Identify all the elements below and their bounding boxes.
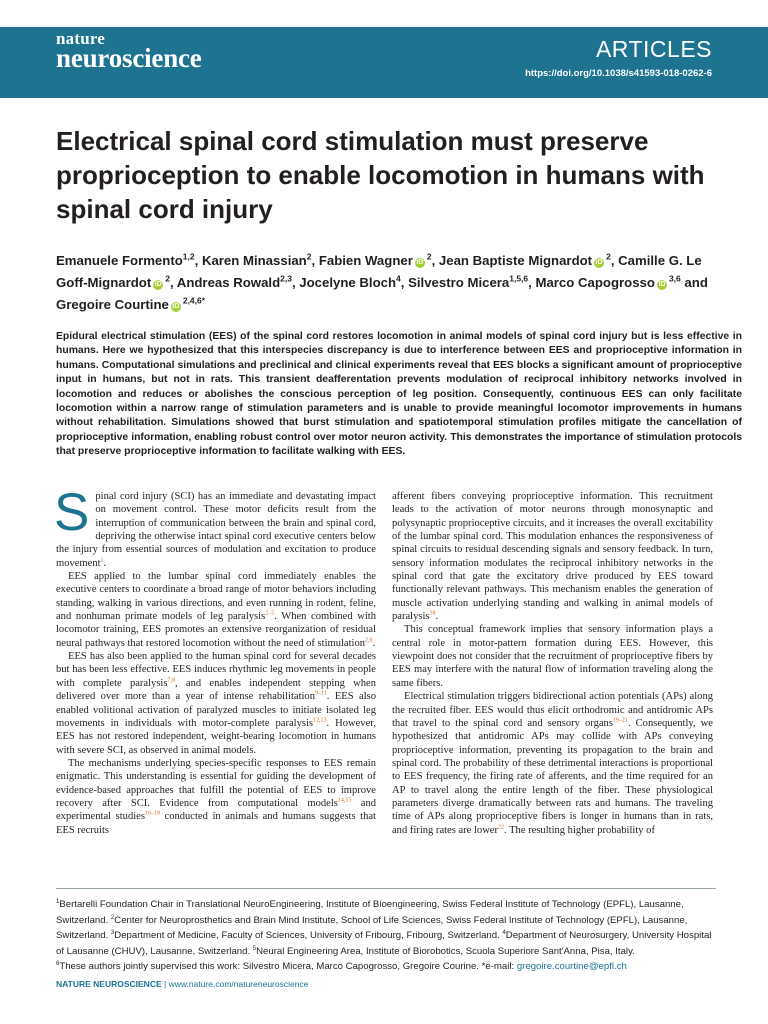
author-name: Silvestro Micera [408, 275, 510, 290]
footer-journal-url[interactable]: www.nature.com/natureneuroscience [168, 979, 309, 989]
author-affiliation: 2 [426, 251, 432, 262]
citation-link[interactable]: 9–11 [314, 690, 327, 697]
affiliation-number: 5 [252, 945, 257, 952]
article-title: Electrical spinal cord stimulation must preserve proprioception to enable locomotion in humans with spinal cord injury [56, 126, 705, 224]
orcid-icon[interactable]: iD [595, 259, 603, 266]
footnote-paragraph: $^1$Bertarelli Foundation Chair in Translational NeuroEngineering, Institute of Bioengineering, Swiss Federal Institute of Technology (EPFL), Lausanne, Switzerland. $^2$Center for Neuroprosthetics and Brain Mind Institute, School of Life Sciences, Swiss Federal Institute of Technology (EPFL), Lausanne, Switzerland. $^3$Department of Medicine, Faculty of Sciences, University of Fribourg, Fribourg, Switzerland. $^4$Department of Neurosurgery, University Hospital of Lausanne (CHUV), Lausanne, Switzerland. $^5$Neural Engineering Area, Institute of Biorobotics, Scuola Superiore Sant'Anna, Pisa, Italy. [56, 898, 712, 957]
citation-link[interactable]: 16–18 [144, 810, 160, 817]
author-affiliation: 4 [396, 273, 401, 284]
paragraph: EES has also been applied to the human spinal cord for several decades but has been less effective. EES induces rhythmic leg movements in people with complete paralysis$^{7,8}$, and enables independent stepping when delivered over more than a year of intense rehabilitation$^{9-11}$. EES also enabled volitional activation of paralyzed muscles to initiate isolated leg movements in individuals with motor-complete paralysis$^{12,13}$. However, EES has not restored independent, weight-bearing locomotion in humans with severe SCI, as observed in animal models. [56, 651, 377, 756]
citation-link[interactable]: 2–5 [265, 610, 275, 617]
affiliation-number: 3 [110, 930, 115, 936]
author-name: Karen Minassian [201, 253, 307, 268]
section-label: ARTICLES [595, 36, 712, 62]
author-name: Marco Capogrosso [535, 275, 655, 290]
affiliation-number: 4 [502, 930, 506, 936]
author-affiliation: 3,6 [668, 273, 681, 284]
author-name: Gregoire Courtine [56, 297, 169, 312]
body-column-right [392, 490, 713, 837]
citation-link[interactable]: 14,15 [337, 797, 352, 804]
journal-header [0, 27, 768, 98]
paragraph: The mechanisms underlying species-specific responses to EES remain enigmatic. This understanding is essential for guiding the development of evidence-based approaches that fulfill the potential of EES to improve recovery after SCI. Evidence from computational models$^{14,15}$ and experimental studies$^{16-18}$ conducted in animals and humans suggests that EES recruits [56, 757, 376, 836]
affiliation-number: 6 [56, 961, 60, 968]
author-affiliation: 1,5,6 [509, 273, 529, 284]
orcid-icon[interactable]: iD [154, 281, 162, 288]
author-name: Andreas Rowald [176, 275, 281, 290]
citation-link[interactable]: 7,8 [167, 677, 175, 684]
citation-link[interactable]: 19–21 [612, 717, 628, 724]
orcid-icon[interactable]: iD [416, 259, 424, 266]
journal-logo[interactable] [56, 30, 202, 72]
author-name: Jean Baptiste Mignardot [438, 253, 593, 268]
affiliation-number: 1 [56, 898, 60, 905]
paragraph: afferent fibers conveying proprioceptive information. This recruitment leads to the activation of motor neurons through monosynaptic and polysynaptic proprioceptive circuits, and it increases the overall excitability of the lumbar spinal cord. This modulation enhances the responsiveness of spinal circuits to residual descending signals and sensory feedback. In turn, sensory information modulates the reciprocal inhibitory networks in the spinal cord that gate the excitatory drive produced by EES toward functionally relevant pathways. This mechanism enables the generation of muscle activation underlying standing and walking in animal models of paralysis$^{18}$. [392, 491, 713, 623]
journal-logo-line2: neuroscience [56, 43, 202, 73]
author-affiliation: 2,3 [280, 273, 292, 284]
author-affiliation: 2 [306, 251, 312, 262]
journal-logo-line1: nature [56, 29, 106, 48]
footnote-paragraph: $^6$These authors jointly supervised this work: Silvestro Micera, Marco Capogrosso, Gregoire Courine. *e-mail: gregoire.courtine@epfl.ch [56, 961, 627, 973]
affiliation-number: 2 [110, 914, 115, 921]
paragraph: This conceptual framework implies that sensory information plays a central role in motor-pattern formation during EES. However, this viewpoint does not consider that the recruitment of proprioceptive fibers by EES may interfere with the natural flow of information traveling along the same fibers. [392, 624, 713, 689]
author-name: Emanuele Formento [56, 253, 183, 268]
citation-link[interactable]: 12,13 [313, 717, 327, 724]
paragraph: EES applied to the lumbar spinal cord immediately enables the executive centers to coordinate a broad range of motor behaviors including standing, walking in various directions, and even running in rodent, feline, and nonhuman primate models of leg paralysis$^{2-5}$. When combined with locomotor training, EES promotes an extensive reorganization of residual neural pathways that restored locomotion without the need of stimulation$^{2,6}$. [56, 571, 376, 649]
citation-link[interactable]: 1 [100, 557, 104, 564]
paragraph: Spinal cord injury (SCI) has an immediate and devastating impact on movement control. These motor deficits result from the interruption of communication between the brain and spinal cord, depriving the otherwise intact spinal cord executive centers below the injury from essential sources of modulation and excitation to produce movement$^1$. [54, 483, 376, 569]
author-list: Emanuele Formento$^{1,2}$, Karen Minassian$^2$, Fabien Wagner $iD^2$, Jean Baptiste Mignardot $iD^2$, Camille G. Le Goff-Mignardot $iD^2$, Andreas Rowald$^{2,3}$, Jocelyne Bloch$^4$, Silvestro Micera$^{1,5,6}$, Marco Capogrosso iD$^{3,6}$ and Gregoire Courtine $iD^{2,4,6*}$ [56, 251, 708, 312]
author-name: Camille G. Le Goff-Mignardot [56, 253, 702, 290]
orcid-icon[interactable]: iD [658, 281, 666, 288]
author-affiliation: 1,2 [182, 251, 195, 262]
orcid-icon[interactable]: iD [172, 303, 180, 310]
citation-link[interactable]: 18 [429, 610, 436, 617]
author-affiliation: 2 [165, 273, 170, 284]
body-column-left [54, 483, 377, 837]
affiliations-footnote [56, 897, 716, 975]
author-name: Jocelyne Bloch [299, 275, 397, 290]
author-affiliation: 2 [606, 251, 611, 262]
page-footer [56, 979, 308, 989]
abstract: Epidural electrical stimulation (EES) of the spinal cord restores locomotion in animal models of spinal cord injury but is less effective in humans. Here we hypothesized that this interspecies discrepancy is due to interference between EES and proprioceptive information in humans. Computational simulations and preclinical and clinical experiments reveal that EES blocks a significant amount of proprioceptive input in humans, but not in rats. This transient deafferentation prevents modulation of reciprocal inhibitory networks involved in locomotion and reduces or abolishes the conscious perception of leg position. Consequently, continuous EES can only facilitate locomotion within a narrow range of stimulation parameters and is unable to provide meaningful locomotor improvements in humans without rehabilitation. Simulations showed that burst stimulation and spatiotemporal stimulation profiles mitigate the cancellation of proprioceptive information, enabling robust control over motor neuron activity. This demonstrates the importance of stimulation protocols that preserve proprioceptive information to facilitate walking with EES. [56, 331, 742, 458]
author-affiliation: 2,4,6* [182, 295, 206, 306]
author-name: Fabien Wagner [318, 253, 413, 268]
footnote-divider [56, 888, 716, 889]
paragraph: Electrical stimulation triggers bidirectional action potentials (APs) along the recruited fiber. EES would thus elicit orthodromic and antidromic APs that travel to the spinal cord and sensory organs$^{19-21}$. Consequently, we hypothesized that antidromic APs may collide with APs conveying proprioceptive information, preventing its propagation to the brain and spinal cord. The probability of these detrimental interactions is proportional to EES frequency, the firing rate of afferents, and the time required for an AP to travel along the entire length of the fiber. These physiological parameters diverge dramatically between rats and humans. The traveling time of APs along proprioceptive fibers is longer in humans than in rats, and firing rates are lower$^{22}$. The resulting higher probability of [392, 691, 713, 836]
email-link[interactable]: gregoire.courtine@epfl.ch [516, 961, 627, 973]
citation-link[interactable]: 2,6 [365, 637, 373, 644]
drop-cap: S [54, 483, 90, 542]
doi-link[interactable]: https://doi.org/10.1038/s41593-018-0262-6 [525, 68, 712, 79]
footer-separator: | [161, 979, 169, 989]
citation-link[interactable]: 22 [498, 824, 505, 831]
footer-journal-name: NATURE NEUROSCIENCE [56, 979, 162, 989]
